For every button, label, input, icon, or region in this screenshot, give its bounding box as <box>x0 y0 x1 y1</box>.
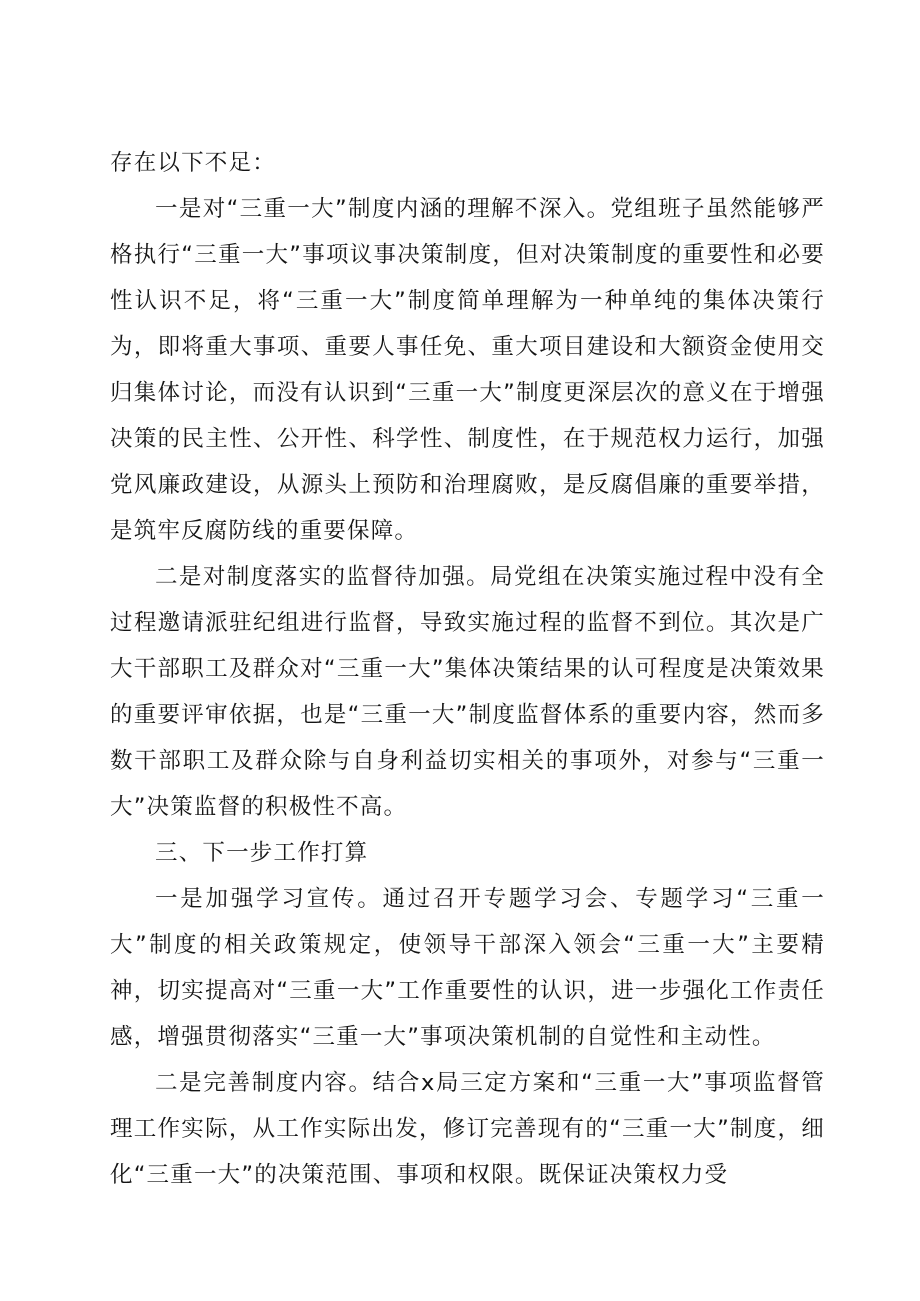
paragraph-supervision: 二是对制度落实的监督待加强。局党组在决策实施过程中没有全过程邀请派驻纪组进行监督，导致实施过程的监督不到位。其次是广大干部职工及群众对“三重一大”集体决策结果的认可程度是决策效果的重要评审依据，也是“三重一大”制度监督体系的重要内容，然而多数干部职工及群众除与自身利益切实相关的事项外，对参与“三重一大”决策监督的积极性不高。 <box>110 564 825 820</box>
paragraph-study-publicity: 一是加强学习宣传。通过召开专题学习会、专题学习“三重一大”制度的相关政策规定，使领导干部深入领会“三重一大”主要精神，切实提高对“三重一大”工作重要性的认识，进一步强化工作责任感，增强贯彻落实“三重一大”事项决策机制的自觉性和主动性。 <box>110 886 825 1050</box>
paragraph-continuation: 存在以下不足： <box>110 150 276 176</box>
paragraph-improve-system: 二是完善制度内容。结合x局三定方案和“三重一大”事项监督管理工作实际，从工作实际出发，修订完善现有的“三重一大”制度，细化“三重一大”的决策范围、事项和权限。既保证决策权力受 <box>110 1070 825 1188</box>
section-heading-next-steps: 三、下一步工作打算 <box>155 840 369 866</box>
document-body <box>110 140 825 1198</box>
paragraph-insufficient-understanding: 一是对“三重一大”制度内涵的理解不深入。党组班子虽然能够严格执行“三重一大”事项议事决策制度，但对决策制度的重要性和必要性认识不足，将“三重一大”制度简单理解为一种单纯的集体决策行为，即将重大事项、重要人事任免、重大项目建设和大额资金使用交归集体讨论，而没有认识到“三重一大”制度更深层次的意义在于增强决策的民主性、公开性、科学性、制度性，在于规范权力运行，加强党风廉政建设，从源头上预防和治理腐败，是反腐倡廉的重要举措，是筑牢反腐防线的重要保障。 <box>110 196 825 544</box>
